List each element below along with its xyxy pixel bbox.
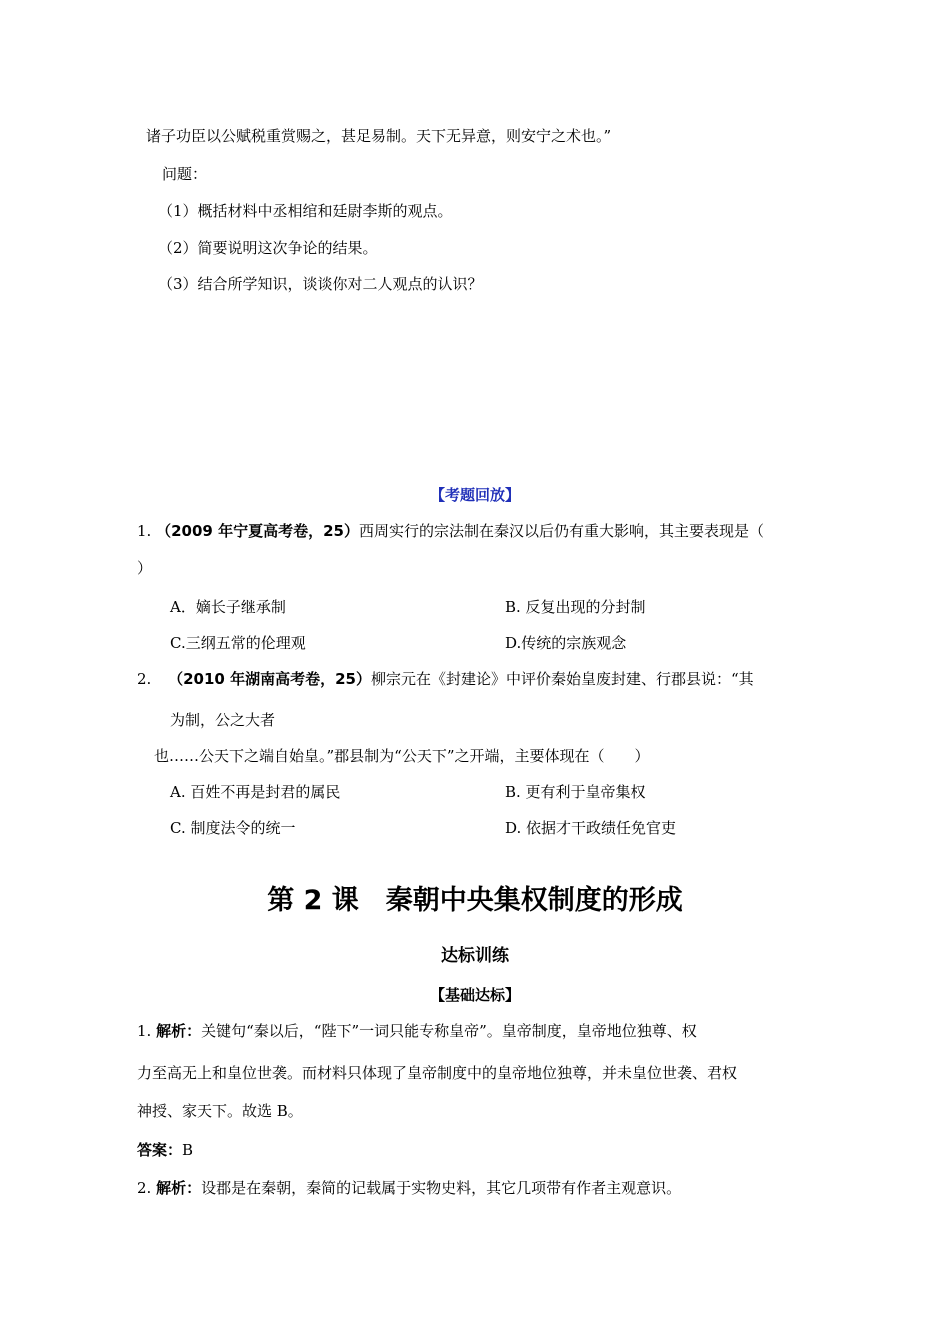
option-b: B. 反复出现的分封制 [505, 598, 646, 616]
question-1: （1）概括材料中丞相绾和廷尉李斯的观点。 [158, 202, 453, 220]
analysis-text: 关键句“秦以后，“陛下”一词只能专称皇帝”。皇帝制度，皇帝地位独尊、权 [201, 1022, 697, 1040]
option-d: D. 依据才干政绩任免官吏 [505, 819, 677, 837]
item-number: 1. [137, 1022, 152, 1040]
section-heading: 【基础达标】 [429, 986, 520, 1004]
answer-line [137, 1140, 193, 1160]
item-stem-continuation: 也……公天下之端自始皇。”郡县制为“公天下”之开端，主要体现在（ ） [154, 747, 650, 765]
item-stem: 柳宗元在《封建论》中评价秦始皇废封建、行郡县说：“其 [370, 670, 754, 688]
item-number: 2. [137, 670, 152, 688]
exam-source: （2009 年宁夏高考卷，25） [156, 522, 359, 540]
analysis-label: 解析： [156, 1022, 202, 1040]
analysis-label: 解析： [156, 1179, 202, 1197]
item-stem-continuation: ） [137, 559, 153, 577]
question-label: 问题： [162, 165, 208, 183]
item-stem: 西周实行的宗法制在秦汉以后仍有重大影响，其主要表现是（ [358, 522, 764, 540]
analysis-text: 设郡是在秦朝，秦简的记载属于实物史料，其它几项带有作者主观意识。 [201, 1179, 682, 1197]
option-a: A．嫡长子继承制 [170, 598, 286, 616]
review-item-2 [137, 669, 754, 689]
option-c: C. 制度法令的统一 [170, 819, 296, 837]
analysis-text: 神授、家天下。故选 B。 [137, 1102, 303, 1120]
item-stem-continuation: 为制，公之大者 [170, 711, 276, 729]
analysis-2 [137, 1178, 681, 1198]
answer-label: 答案： [137, 1141, 183, 1159]
question-2: （2）简要说明这次争论的结果。 [158, 239, 378, 257]
lesson-title: 第 2 课 秦朝中央集权制度的形成 [267, 885, 683, 916]
option-d: D.传统的宗族观念 [505, 634, 627, 652]
answer-value: B [182, 1141, 194, 1159]
analysis-1 [137, 1021, 697, 1041]
question-3: （3）结合所学知识，谈谈你对二人观点的认识？ [158, 275, 483, 293]
item-number: 2. [137, 1179, 152, 1197]
option-c: C.三纲五常的伦理观 [170, 634, 306, 652]
lesson-subtitle: 达标训练 [441, 946, 509, 966]
review-item-1 [137, 521, 764, 541]
option-a: A. 百姓不再是封君的属民 [170, 783, 341, 801]
option-b: B. 更有利于皇帝集权 [505, 783, 646, 801]
exam-source: （2010 年湖南高考卷，25） [168, 670, 371, 688]
quote-continuation: 诸子功臣以公赋税重赏赐之，甚足易制。天下无异意，则安宁之术也。” [146, 127, 612, 145]
review-heading: 【考题回放】 [429, 486, 520, 504]
item-number: 1. [137, 522, 152, 540]
analysis-text: 力至高无上和皇位世袭。而材料只体现了皇帝制度中的皇帝地位独尊，并未皇位世袭、君权 [137, 1064, 738, 1082]
